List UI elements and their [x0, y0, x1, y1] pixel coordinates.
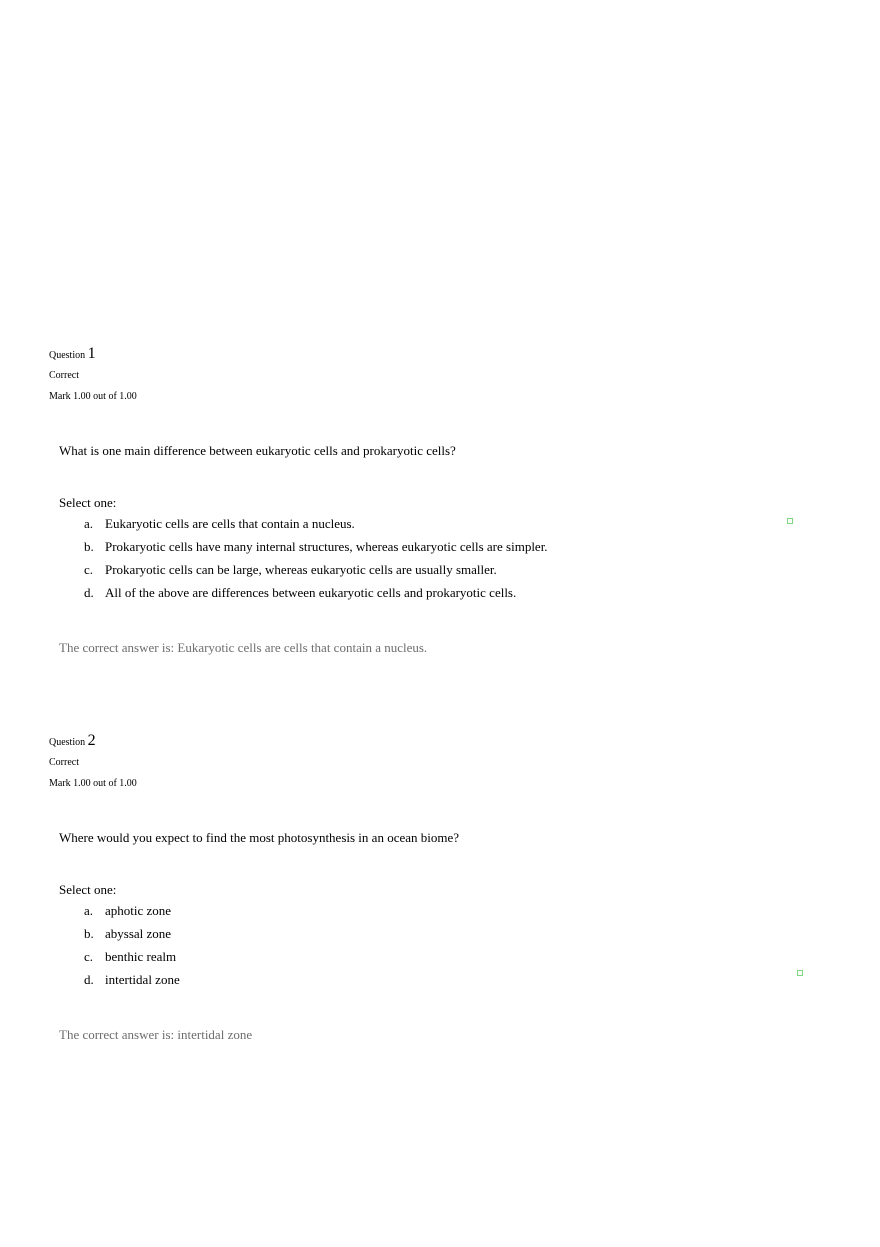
- answer-option-b[interactable]: [84, 539, 548, 562]
- question-2: [0, 732, 880, 1092]
- question-text: What is one main difference between eukaryotic cells and prokaryotic cells?: [59, 443, 456, 458]
- question-mark: Mark 1.00 out of 1.00: [49, 391, 137, 402]
- correct-answer-feedback: The correct answer is: Eukaryotic cells are cells that contain a nucleus.: [59, 640, 428, 655]
- answer-option-a[interactable]: [84, 516, 548, 539]
- question-heading: [49, 345, 96, 365]
- answer-option-c[interactable]: [84, 562, 548, 585]
- answer-text: Prokaryotic cells can be large, whereas eukaryotic cells are usually smaller.: [105, 562, 497, 577]
- answer-text: Prokaryotic cells have many internal structures, whereas eukaryotic cells are simpler.: [105, 539, 548, 554]
- answer-letter: b.: [84, 926, 94, 941]
- question-number: 2: [87, 732, 96, 749]
- correct-check-icon: [797, 970, 803, 976]
- question-label: Question: [49, 350, 86, 361]
- select-one-prompt: Select one:: [59, 495, 117, 510]
- answer-option-b[interactable]: [84, 926, 180, 949]
- answer-option-a[interactable]: [84, 903, 180, 926]
- answer-list: [84, 903, 180, 995]
- answer-text: abyssal zone: [105, 926, 172, 941]
- answer-text: intertidal zone: [105, 972, 180, 987]
- answer-letter: c.: [84, 562, 94, 577]
- answer-text: All of the above are differences between eukaryotic cells and prokaryotic cells.: [105, 585, 517, 600]
- question-state: Correct: [49, 370, 79, 381]
- answer-option-c[interactable]: [84, 949, 180, 972]
- question-1: [0, 345, 880, 705]
- correct-answer-feedback: The correct answer is: intertidal zone: [59, 1027, 253, 1042]
- answer-letter: c.: [84, 949, 94, 964]
- answer-text: Eukaryotic cells are cells that contain a nucleus.: [105, 516, 355, 531]
- answer-list: [84, 516, 548, 608]
- select-one-prompt: Select one:: [59, 882, 117, 897]
- answer-letter: a.: [84, 516, 94, 531]
- question-number: 1: [87, 345, 96, 362]
- question-text: Where would you expect to find the most photosynthesis in an ocean biome?: [59, 830, 460, 845]
- question-heading: [49, 732, 96, 752]
- answer-letter: d.: [84, 972, 94, 987]
- answer-letter: d.: [84, 585, 94, 600]
- answer-letter: b.: [84, 539, 94, 554]
- answer-letter: a.: [84, 903, 94, 918]
- question-mark: Mark 1.00 out of 1.00: [49, 778, 137, 789]
- question-label: Question: [49, 737, 86, 748]
- answer-text: aphotic zone: [105, 903, 172, 918]
- correct-check-icon: [787, 518, 793, 524]
- answer-text: benthic realm: [105, 949, 177, 964]
- question-state: Correct: [49, 757, 79, 768]
- answer-option-d[interactable]: [84, 972, 180, 995]
- answer-option-d[interactable]: [84, 585, 548, 608]
